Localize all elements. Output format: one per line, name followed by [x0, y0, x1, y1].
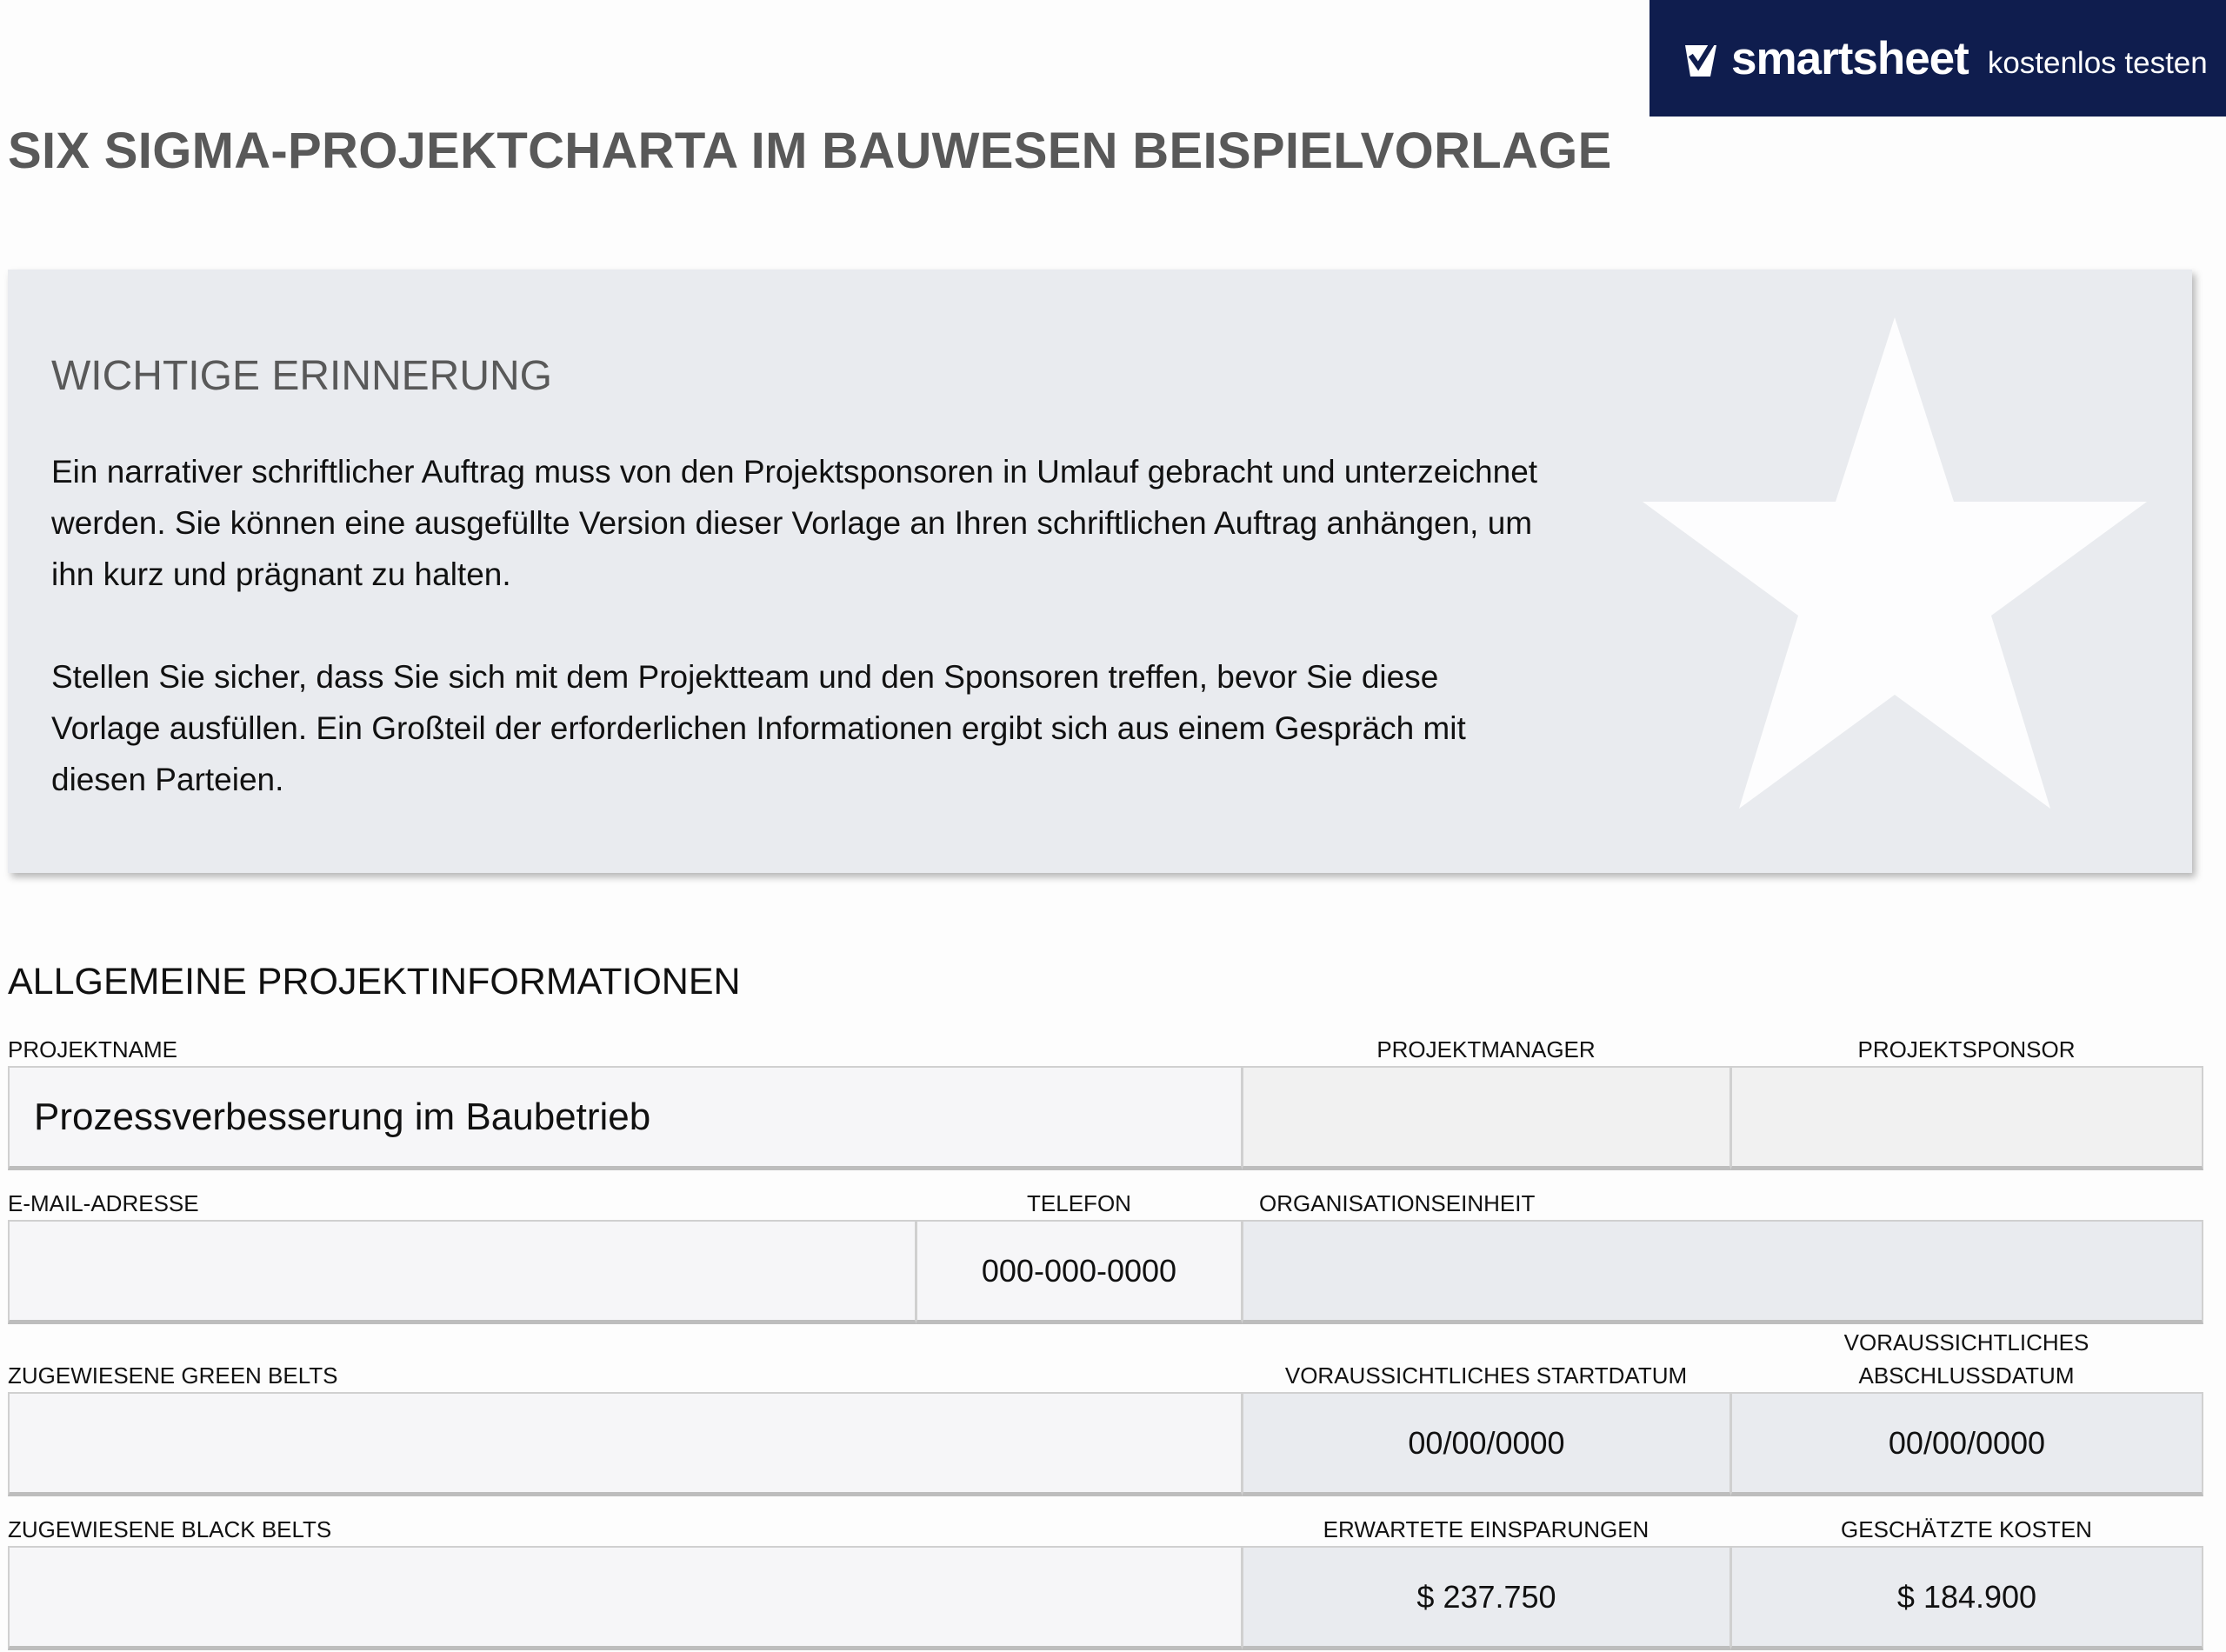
reminder-paragraph-2: Stellen Sie sicher, dass Sie sich mit dem Projektteam und den Sponsoren treffen, bevor Sie diese Vorlage ausfüllen. Ein Großteil der erforderlichen Informationen ergibt sich aus einem Gespräch mit diesen Parteien. — [51, 659, 1466, 797]
star-icon — [1643, 317, 2147, 809]
green-belts-field[interactable] — [8, 1392, 1243, 1496]
project-manager-label: PROJEKTMANAGER — [1376, 1036, 1596, 1062]
start-date-field[interactable]: 00/00/0000 — [1242, 1392, 1731, 1496]
smartsheet-banner[interactable] — [1650, 0, 2226, 117]
costs-label: GESCHÄTZTE KOSTEN — [1841, 1516, 2092, 1542]
black-belts-label: ZUGEWIESENE BLACK BELTS — [8, 1516, 332, 1542]
reminder-panel — [8, 270, 2192, 873]
project-sponsor-field[interactable] — [1730, 1066, 2203, 1170]
free-trial-link[interactable]: kostenlos testen — [1987, 46, 2208, 80]
reminder-paragraph-1: Ein narrativer schriftlicher Auftrag muss von den Projektsponsoren in Umlauf gebracht und unterzeichnet werden. Sie können eine ausgefüllte Version dieser Vorlage an Ihren schriftlichen Auftrag anhängen, um ihn kurz und prägnant zu halten. — [51, 454, 1538, 592]
end-date-label-line2: ABSCHLUSSDATUM — [1858, 1362, 2075, 1389]
end-date-label-line1: VORAUSSICHTLICHES — [1843, 1329, 2089, 1356]
email-label: E-MAIL-ADRESSE — [8, 1190, 199, 1216]
reminder-text — [51, 446, 1547, 856]
black-belts-field[interactable] — [8, 1546, 1243, 1650]
reminder-heading: WICHTIGE ERINNERUNG — [51, 353, 552, 399]
phone-label: TELEFON — [1027, 1190, 1131, 1216]
org-unit-label: ORGANISATIONSEINHEIT — [1259, 1190, 1536, 1216]
brand-name: smartsheet — [1731, 32, 1969, 84]
green-belts-label: ZUGEWIESENE GREEN BELTS — [8, 1362, 338, 1389]
project-manager-field[interactable] — [1242, 1066, 1731, 1170]
page-title: SIX SIGMA-PROJEKTCHARTA IM BAUWESEN BEISPIELVORLAGE — [8, 123, 1612, 179]
costs-field[interactable]: $ 184.900 — [1730, 1546, 2203, 1650]
phone-field[interactable]: 000-000-0000 — [916, 1220, 1243, 1324]
section-heading: ALLGEMEINE PROJEKTINFORMATIONEN — [8, 961, 741, 1003]
project-name-label: PROJEKTNAME — [8, 1036, 178, 1062]
start-date-label: VORAUSSICHTLICHES STARTDATUM — [1284, 1362, 1688, 1389]
savings-field[interactable]: $ 237.750 — [1242, 1546, 1731, 1650]
savings-label: ERWARTETE EINSPARUNGEN — [1323, 1516, 1650, 1542]
end-date-field[interactable]: 00/00/0000 — [1730, 1392, 2203, 1496]
project-name-value: Prozessverbesserung im Baubetrieb — [34, 1095, 651, 1138]
org-unit-field[interactable] — [1242, 1220, 2203, 1324]
smartsheet-logo-icon — [1683, 38, 1719, 78]
project-sponsor-label: PROJEKTSPONSOR — [1857, 1036, 2076, 1062]
email-field[interactable] — [8, 1220, 916, 1324]
project-name-field[interactable] — [8, 1066, 1243, 1170]
